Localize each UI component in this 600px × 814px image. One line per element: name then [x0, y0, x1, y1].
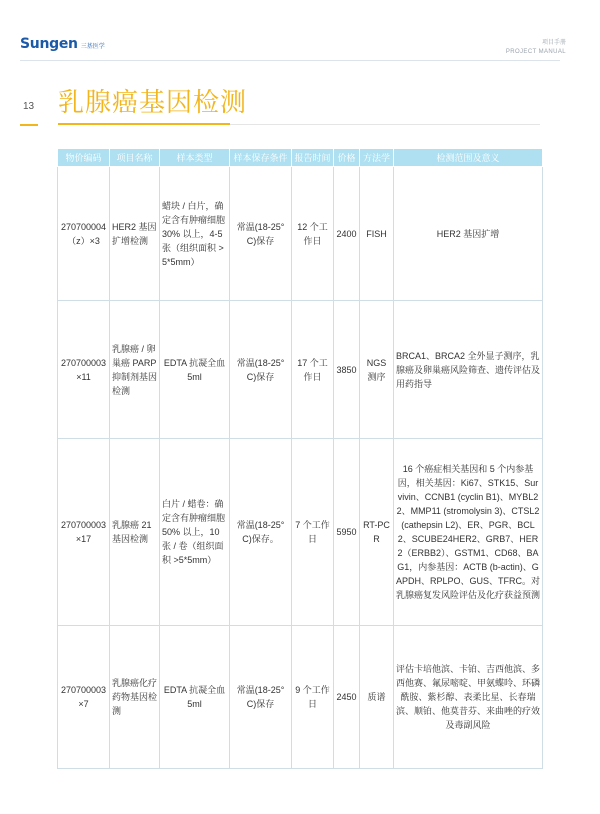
logo-chinese: 三基医学 — [80, 44, 105, 50]
cell-report: 17 个工作日 — [292, 301, 334, 439]
logo-suffix: gen — [49, 36, 78, 52]
cell-price: 5950 — [334, 439, 360, 626]
cell-price: 2400 — [334, 167, 360, 301]
cell-price: 3850 — [334, 301, 360, 439]
title-underline — [230, 124, 540, 125]
cell-method: 质谱 — [360, 626, 394, 769]
table-row — [58, 301, 543, 439]
col-header-name: 项目名称 — [110, 149, 160, 167]
page-number: 13 — [23, 101, 35, 112]
cell-code: 270700003×11 — [58, 301, 110, 439]
table-row — [58, 626, 543, 769]
cell-name: 乳腺癌化疗药物基因检测 — [110, 626, 160, 769]
cell-report: 7 个工作日 — [292, 439, 334, 626]
col-header-scope: 检测范围及意义 — [394, 149, 543, 167]
cell-code: 270700003×7 — [58, 626, 110, 769]
cell-storage: 常温(18-25°C)保存。 — [230, 439, 292, 626]
cell-sample: EDTA 抗凝全血 5ml — [160, 301, 230, 439]
col-header-sample: 样本类型 — [160, 149, 230, 167]
cell-name: 乳腺癌 / 卵巢癌 PARP 抑制剂基因检测 — [110, 301, 160, 439]
cell-code: 270700003×17 — [58, 439, 110, 626]
cell-scope: 评估卡培他滨、卡铂、吉西他滨、多西他赛、氟尿嘧啶、甲氨蝶呤、环磷酰胺、紫杉醇、表柔比星、长春瑞滨、顺铂、他莫昔芬、来曲唑的疗效及毒副风险 — [394, 626, 543, 769]
cell-storage: 常温(18-25°C)保存 — [230, 626, 292, 769]
cell-method: NGS 测序 — [360, 301, 394, 439]
cell-name: HER2 基因扩增检测 — [110, 167, 160, 301]
col-header-report: 报告时间 — [292, 149, 334, 167]
cell-scope: HER2 基因扩增 — [394, 167, 543, 301]
table-row — [58, 167, 543, 301]
cell-report: 9 个工作日 — [292, 626, 334, 769]
page-title: 乳腺癌基因检测 — [58, 88, 248, 118]
title-underline-accent — [58, 123, 230, 125]
cell-report: 12 个工作日 — [292, 167, 334, 301]
cell-scope: BRCA1、BRCA2 全外显子测序，乳腺癌及卵巢癌风险筛查、遗传评估及用药指导 — [394, 301, 543, 439]
logo — [20, 34, 105, 54]
header-divider — [20, 60, 560, 61]
page-number-rule — [20, 124, 38, 126]
cell-price: 2450 — [334, 626, 360, 769]
col-header-storage: 样本保存条件 — [230, 149, 292, 167]
product-table — [57, 148, 543, 769]
header-right — [506, 37, 566, 55]
col-header-code: 物价编码 — [58, 149, 110, 167]
cell-method: FISH — [360, 167, 394, 301]
manual-label-en: PROJECT MANUAL — [505, 49, 566, 55]
cell-code: 270700004（z）×3 — [58, 167, 110, 301]
col-header-method: 方法学 — [360, 149, 394, 167]
logo-prefix: Sun — [20, 36, 50, 52]
cell-storage: 常温(18-25°C)保存 — [230, 167, 292, 301]
cell-sample: 蜡块 / 白片，确定含有肿瘤细胞 30% 以上，4-5 张（组织面积 >5*5mm） — [160, 167, 230, 301]
logo-text — [20, 36, 78, 52]
table-row — [58, 439, 543, 626]
cell-method: RT-PCR — [360, 439, 394, 626]
cell-name: 乳腺癌 21 基因检测 — [110, 439, 160, 626]
table-header-row — [58, 149, 543, 167]
cell-storage: 常温(18-25°C)保存 — [230, 301, 292, 439]
manual-label-cn: 项目手册 — [541, 40, 566, 46]
cell-sample: EDTA 抗凝全血 5ml — [160, 626, 230, 769]
cell-scope: 16 个癌症相关基因和 5 个内参基因，相关基因：Ki67、STK15、Survivin、CCNB1 (cyclin B1)、MYBL22、MMP11 (stromolysin 3)、CTSL2 (cathepsin L2)、ER、PGR、BCL2、SCUBE24HER2、GRB7、HER2（ERBB2）、GSTM1、CD68、BAG1，内参基因：ACTB (b-actin)、GAPDH、RPLPO、GUS、TFRC。对乳腺癌复发风险评估及化疗获益预测 — [394, 439, 543, 626]
cell-sample: 白片 / 蜡卷：确定含有肿瘤细胞 50% 以上，10 张 / 卷（组织面积 >5*5mm） — [160, 439, 230, 626]
col-header-price: 价格 — [334, 149, 360, 167]
